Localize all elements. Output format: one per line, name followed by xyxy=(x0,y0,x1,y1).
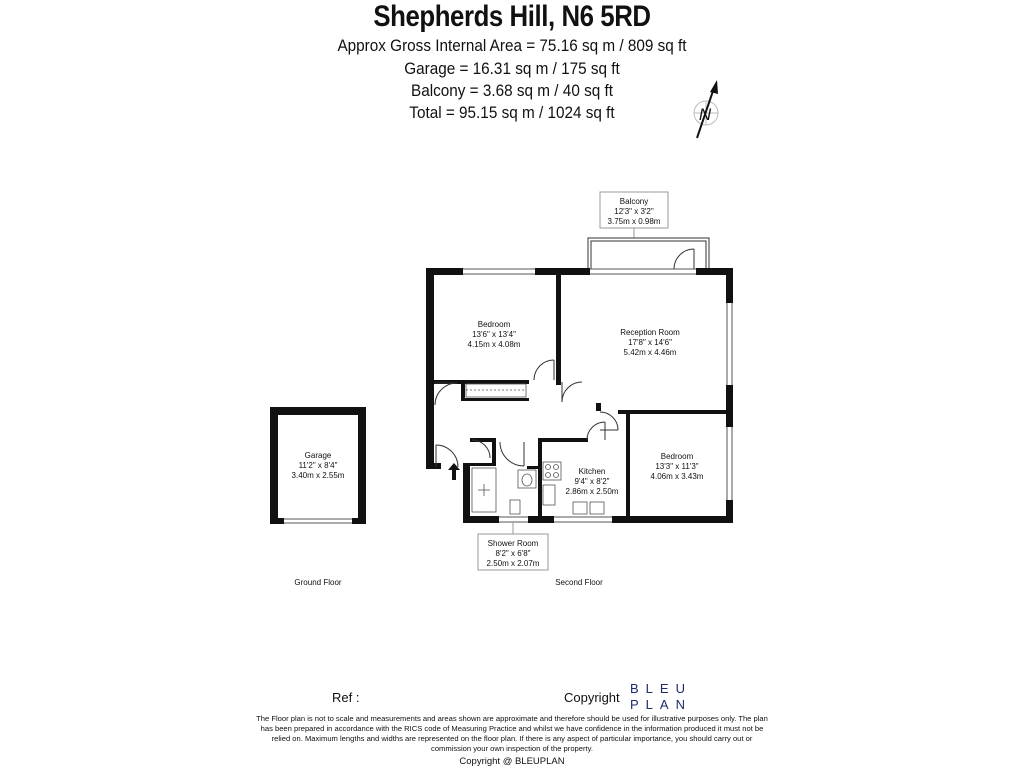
logo-line-2: PLAN xyxy=(630,697,692,712)
logo-line-1: BLEU xyxy=(630,681,692,696)
garage-imperial: 11'2" x 8'4" xyxy=(298,461,338,470)
balcony-outline xyxy=(588,238,709,269)
ground-floor-label: Ground Floor xyxy=(294,578,342,587)
kitchen-name: Kitchen xyxy=(578,467,606,476)
balcony-metric: 3.75m x 0.98m xyxy=(607,217,661,226)
shower-metric: 2.50m x 2.07m xyxy=(486,559,540,568)
balcony-name: Balcony xyxy=(619,197,649,206)
reception-metric: 5.42m x 4.46m xyxy=(623,348,677,357)
copyright-footer: Copyright @ BLEUPLAN xyxy=(459,756,565,767)
bedroom2-metric: 4.06m x 3.43m xyxy=(650,472,704,481)
page-title: Shepherds Hill, N6 5RD xyxy=(373,0,651,33)
bedroom2-imperial: 13'3" x 11'3" xyxy=(655,462,699,471)
second-floor-label: Second Floor xyxy=(555,578,603,587)
reception-imperial: 17'8" x 14'6" xyxy=(628,338,672,347)
garage-name: Garage xyxy=(304,451,332,460)
copyright-label: Copyright xyxy=(564,690,620,705)
balcony-area: Balcony = 3.68 sq m / 40 sq ft xyxy=(411,81,613,100)
shower-name: Shower Room xyxy=(487,539,539,548)
doors xyxy=(435,360,618,467)
ref-label: Ref : xyxy=(332,690,360,705)
kitchen-metric: 2.86m x 2.50m xyxy=(565,487,619,496)
north-compass-icon xyxy=(694,80,718,138)
total-area: Total = 95.15 sq m / 1024 sq ft xyxy=(409,103,615,122)
reception-name: Reception Room xyxy=(620,328,680,337)
bedroom1-imperial: 13'6" x 13'4" xyxy=(472,330,516,339)
gross-internal-area: Approx Gross Internal Area = 75.16 sq m / 809 sq ft xyxy=(337,36,687,55)
compass-letter: N xyxy=(698,105,712,124)
bedroom1-name: Bedroom xyxy=(477,320,511,329)
shower-imperial: 8'2" x 6'8" xyxy=(495,549,531,558)
kitchen-imperial: 9'4" x 8'2" xyxy=(574,477,610,486)
garage-door xyxy=(284,519,352,523)
bedroom1-metric: 4.15m x 4.08m xyxy=(467,340,521,349)
balcony-imperial: 12'3" x 3'2" xyxy=(614,207,654,216)
garage-area: Garage = 16.31 sq m / 175 sq ft xyxy=(404,59,620,78)
bedroom2-name: Bedroom xyxy=(660,452,694,461)
garage-metric: 3.40m x 2.55m xyxy=(291,471,345,480)
bleuplan-logo xyxy=(630,681,692,713)
disclaimer-text: The Floor plan is not to scale and measurements and areas shown are approximate and therefore should be used for illustrative purposes only. The plan has been prepared in accordance with the RICS code of Measuring Practice and whilst we have confidence in the information produced it must not be relied on. Maximum lengths and widths are represented on the floor plan. If there is any aspect of particular importance, you should carry out or commission your own inspection of the property. xyxy=(256,714,768,753)
